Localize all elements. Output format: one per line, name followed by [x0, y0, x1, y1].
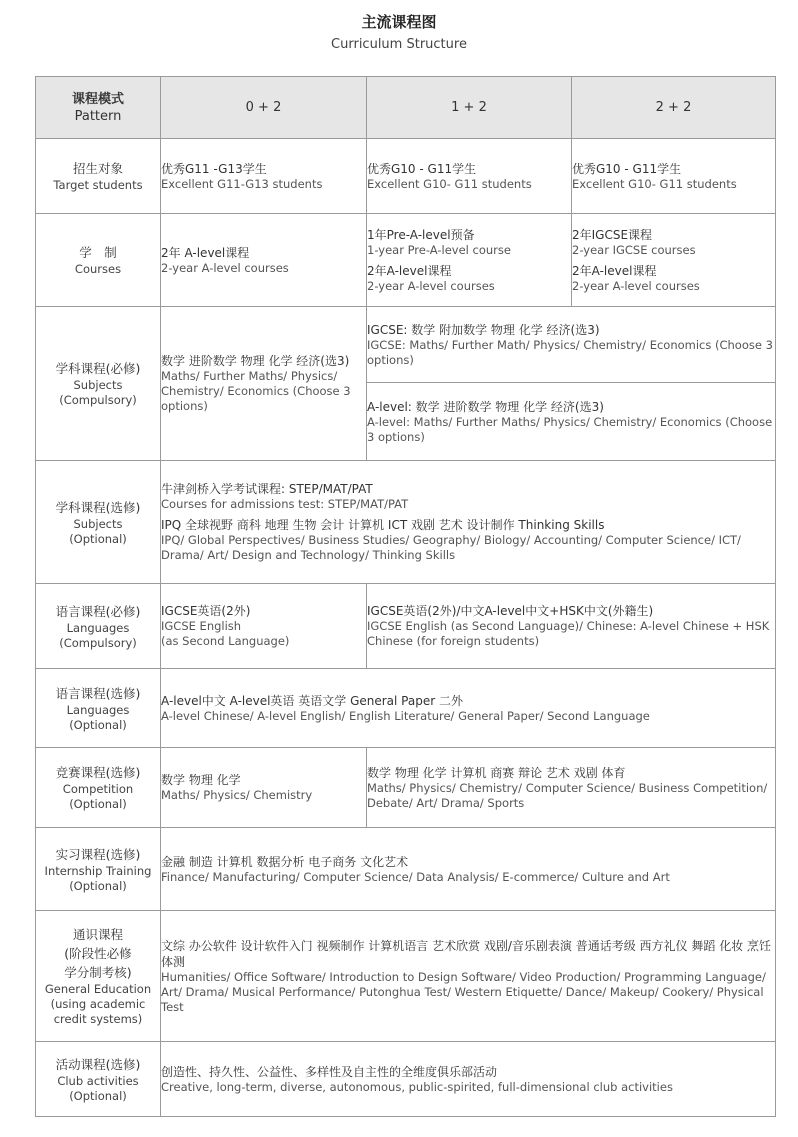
row-label-en: Internship Training — [44, 863, 152, 878]
cell-text-zh: IPQ 全球视野 商科 地理 生物 会计 计算机 ICT 戏剧 艺术 设计制作 Thinking Skills — [161, 518, 605, 532]
header-col-2-2-label: 2 + 2 — [655, 100, 692, 115]
row-label-en: (Optional) — [69, 531, 127, 546]
row-label-en: (Optional) — [69, 878, 127, 893]
row-label-en: (Optional) — [69, 717, 127, 732]
cell-text-en: 2-year A-level courses — [161, 260, 289, 275]
row-label — [36, 748, 161, 828]
cell-text-zh: IGCSE英语(2外)/中文A-level中文+HSK中文(外籍生) — [367, 604, 654, 618]
cell — [367, 584, 776, 669]
row-languages-optional — [36, 669, 776, 748]
page-title: 主流课程图 — [361, 13, 437, 31]
cell — [572, 139, 776, 214]
row-competition — [36, 748, 776, 828]
row-label-en: (Compulsory) — [59, 635, 137, 650]
cell-text-en: 2-year A-level courses — [572, 278, 700, 293]
cell-text-en: IGCSE English (as Second Language)/ Chinese: A-level Chinese + HSK Chinese (for foreign students) — [367, 619, 770, 648]
cell-text-en: Maths/ Physics/ Chemistry/ Computer Science/ Business Competition/ Debate/ Art/ Drama/ Sports — [367, 780, 768, 810]
cell-text-en: Finance/ Manufacturing/ Computer Science/ Data Analysis/ E-commerce/ Culture and Art — [161, 869, 670, 884]
cell-igcse — [367, 307, 776, 383]
row-label — [36, 1042, 161, 1117]
row-label — [36, 307, 161, 461]
cell — [161, 911, 776, 1042]
row-internship — [36, 828, 776, 911]
cell-text-zh: IGCSE英语(2外) — [161, 604, 251, 618]
row-label — [36, 139, 161, 214]
row-label — [36, 584, 161, 669]
cell-text-zh: 1年Pre-A-level预备 — [367, 227, 475, 242]
row-courses — [36, 214, 776, 307]
cell-text-zh: 数学 物理 化学 — [161, 773, 241, 787]
row-label-zh: 语言课程(选修) — [55, 685, 141, 701]
cell — [161, 1042, 776, 1117]
cell-text-zh: IGCSE: 数学 附加数学 物理 化学 经济(选3) — [367, 322, 600, 337]
header-row — [36, 77, 776, 139]
header-pattern-en: Pattern — [74, 108, 122, 124]
cell-text-zh: 数学 物理 化学 计算机 商赛 辩论 艺术 戏剧 体育 — [367, 765, 626, 780]
row-label-en: Courses — [74, 262, 122, 276]
header-col-1-2 — [367, 77, 572, 139]
row-label-zh: 学 制 — [79, 245, 117, 260]
cell-text-zh: 文综 办公软件 设计软件入门 视频制作 计算机语言 艺术欣赏 戏剧/音乐剧表演 普通话考级 西方礼仪 舞蹈 化妆 烹饪 体测 — [161, 938, 772, 969]
cell-text-zh: 2年A-level课程 — [367, 263, 452, 278]
cell-text-zh: 2年A-level课程 — [572, 263, 657, 278]
row-label-en: credit systems) — [53, 1012, 143, 1026]
cell-text-zh: 2年 A-level课程 — [161, 245, 250, 260]
row-label-zh: 学分制考核) — [64, 965, 132, 980]
row-label-en: General Education — [44, 982, 152, 996]
row-languages-compulsory — [36, 584, 776, 669]
row-label-zh: 语言课程(必修) — [55, 603, 141, 619]
row-label-en: Subjects — [73, 516, 123, 531]
row-label — [36, 461, 161, 584]
cell — [161, 669, 776, 748]
cell-text-zh: 2年IGCSE课程 — [572, 227, 653, 242]
cell-text-en: 1-year Pre-A-level course — [367, 242, 511, 257]
row-subjects-compulsory — [36, 307, 776, 383]
row-label-en: Competition — [62, 782, 134, 796]
cell-text-en: Excellent G11-G13 students — [161, 176, 323, 191]
row-label-zh: (阶段性必修 — [64, 946, 132, 961]
cell — [367, 214, 572, 307]
cell-text-en: Maths/ Further Maths/ Physics/ Chemistry/ Economics (Choose 3 options) — [161, 369, 351, 413]
cell-text-en: Courses for admissions test: STEP/MAT/PAT — [161, 497, 409, 511]
row-label-zh: 通识课程 — [72, 927, 123, 942]
cell-text-zh: 优秀G10 - G11学生 — [572, 161, 682, 176]
cell-text-en: IGCSE English — [161, 619, 242, 633]
cell-text-en: IPQ/ Global Perspectives/ Business Studies/ Geography/ Biology/ Accounting/ Computer Science/ ICT/ Drama/ Art/ Design and Technology/ Thinking Skills — [161, 533, 741, 562]
row-label-en: (Optional) — [69, 1088, 127, 1103]
cell-text-zh: 优秀G10 - G11学生 — [367, 161, 477, 176]
cell-alevel — [367, 383, 776, 461]
row-subjects-optional — [36, 461, 776, 584]
row-label-en: Target students — [53, 178, 143, 192]
cell — [161, 828, 776, 911]
curriculum-table — [35, 76, 776, 1117]
cell — [161, 584, 367, 669]
cell-text-en: Excellent G10- G11 students — [572, 176, 737, 191]
cell-text-en: 2-year IGCSE courses — [572, 242, 696, 257]
row-target-students — [36, 139, 776, 214]
row-label — [36, 214, 161, 307]
row-label-en: Club activities — [57, 1073, 139, 1088]
cell-text-en: A-level Chinese/ A-level English/ English Literature/ General Paper/ Second Language — [161, 708, 650, 723]
cell-text-en: 2-year A-level courses — [367, 278, 495, 293]
cell — [161, 214, 367, 307]
header-col-1-2-label: 1 + 2 — [451, 100, 487, 115]
cell-text-en: Excellent G10- G11 students — [367, 176, 532, 191]
row-label-zh: 学科课程(必修) — [55, 361, 141, 376]
cell — [572, 214, 776, 307]
row-label-zh: 学科课程(选修) — [55, 499, 141, 515]
row-label-zh: 活动课程(选修) — [55, 1056, 141, 1072]
cell-text-zh: 牛津剑桥入学考试课程: STEP/MAT/PAT — [161, 482, 373, 496]
header-pattern-zh: 课程模式 — [71, 91, 124, 107]
cell-text-en: Humanities/ Office Software/ Introduction to Design Software/ Video Production/ Programming Language/ Art/ Drama/ Musical Performance/ Putonghua Test/ Western Etiquette/ Dance/ Makeup/ Cookery/ Physical Test — [161, 969, 766, 1014]
cell-text-zh: 金融 制造 计算机 数据分析 电子商务 文化艺术 — [161, 854, 409, 869]
row-label-en: Languages — [66, 620, 130, 635]
row-club-activities — [36, 1042, 776, 1117]
row-label-en: Languages — [66, 702, 130, 717]
row-label-en: (using academic — [50, 997, 146, 1011]
row-label-en: Subjects — [73, 378, 123, 392]
row-label — [36, 669, 161, 748]
row-label — [36, 911, 161, 1042]
page-subtitle: Curriculum Structure — [331, 37, 467, 52]
cell-text-zh: 优秀G11 -G13学生 — [161, 161, 267, 176]
row-label-zh: 招生对象 — [72, 161, 123, 176]
cell — [161, 461, 776, 584]
row-label-en: (Compulsory) — [59, 393, 137, 407]
cell — [161, 307, 367, 461]
header-col-0-2-label: 0 + 2 — [245, 100, 282, 115]
cell-text-zh: 创造性、持久性、公益性、多样性及自主性的全维度俱乐部活动 — [161, 1064, 498, 1079]
cell — [367, 748, 776, 828]
cell — [367, 139, 572, 214]
row-label — [36, 828, 161, 911]
header-col-2-2 — [572, 77, 776, 139]
row-label-zh: 竞赛课程(选修) — [55, 765, 141, 780]
page-header — [0, 12, 798, 54]
header-pattern-cell — [36, 77, 161, 139]
cell — [161, 139, 367, 214]
cell-text-en: Creative, long-term, diverse, autonomous, public-spirited, full-dimensional club activities — [161, 1079, 673, 1094]
cell-text-zh: A-level中文 A-level英语 英语文学 General Paper 二外 — [161, 693, 463, 708]
header-col-0-2 — [161, 77, 367, 139]
cell-text-en: (as Second Language) — [161, 634, 290, 648]
cell-text-zh: A-level: 数学 进阶数学 物理 化学 经济(选3) — [367, 399, 604, 414]
cell-text-zh: 数学 进阶数学 物理 化学 经济(选3) — [161, 354, 350, 368]
row-general-education — [36, 911, 776, 1042]
cell — [161, 748, 367, 828]
cell-text-en: Maths/ Physics/ Chemistry — [161, 788, 313, 802]
row-label-en: (Optional) — [69, 797, 127, 811]
cell-text-en: A-level: Maths/ Further Maths/ Physics/ Chemistry/ Economics (Choose 3 options) — [367, 414, 773, 444]
row-label-zh: 实习课程(选修) — [55, 846, 141, 862]
cell-text-en: IGCSE: Maths/ Further Math/ Physics/ Chemistry/ Economics (Choose 3 options) — [367, 337, 773, 367]
